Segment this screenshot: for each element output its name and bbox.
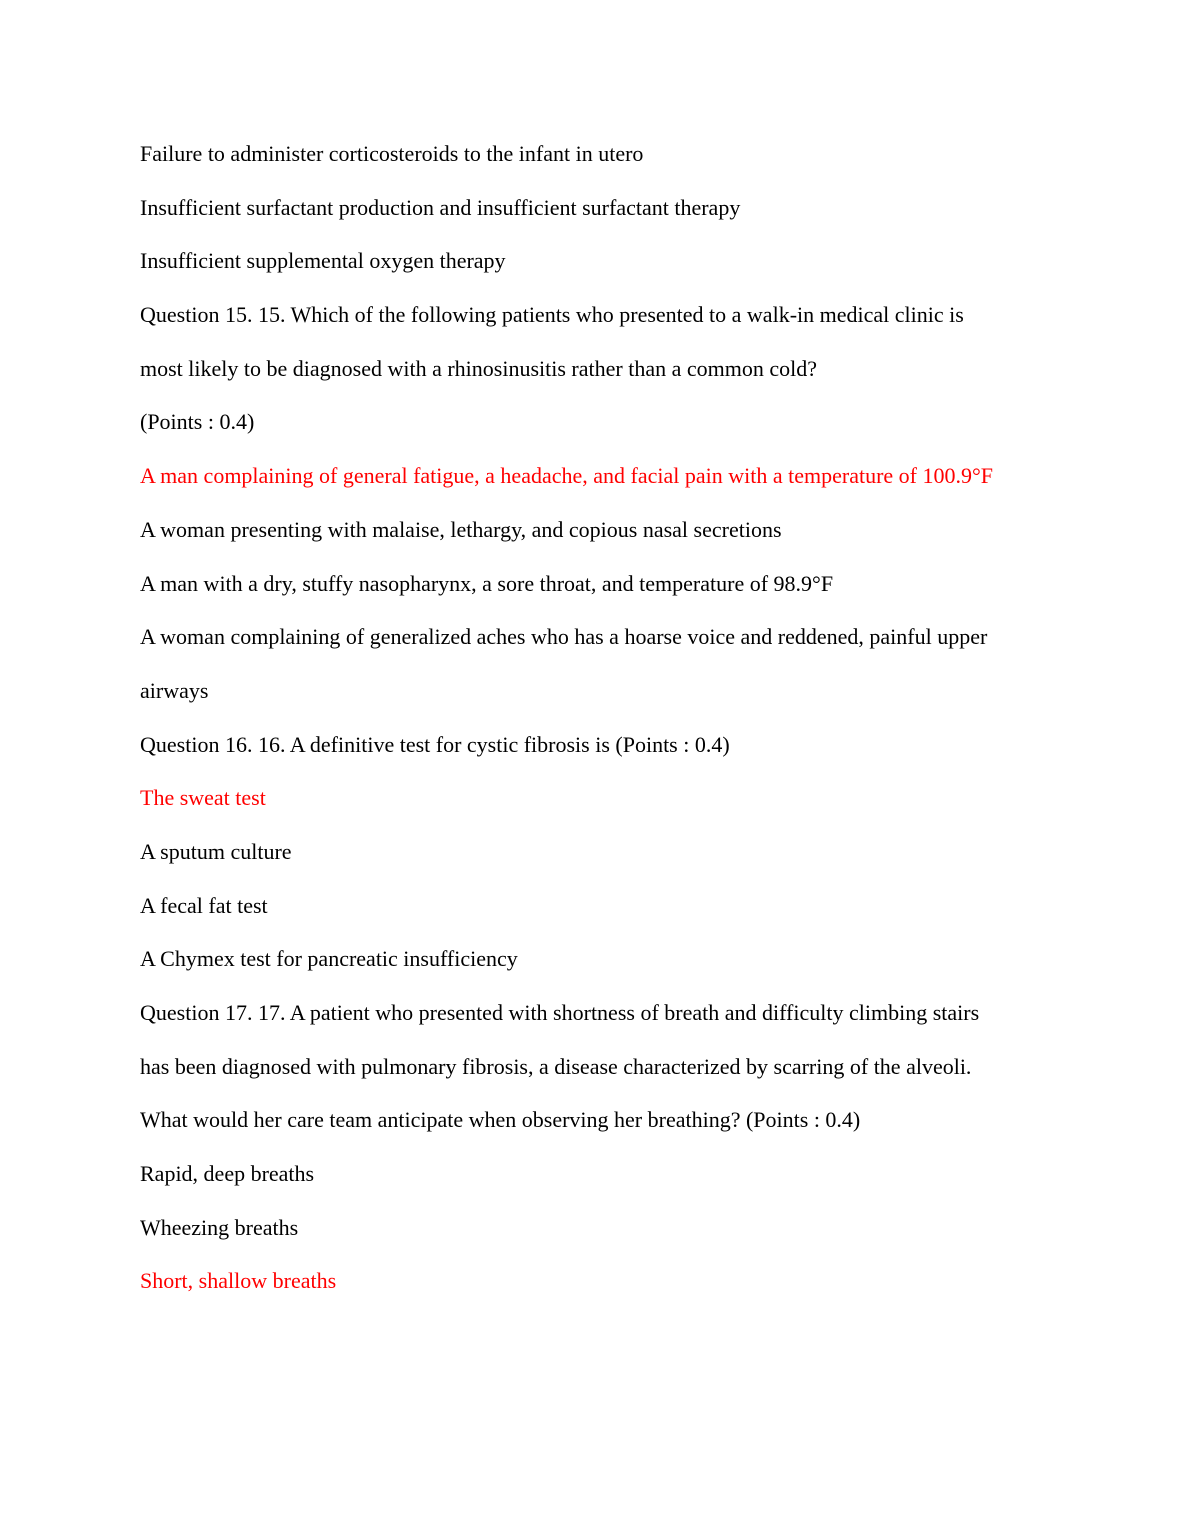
question-17-line: Question 17. 17. A patient who presented with shortness of breath and difficulty climbing stairs xyxy=(140,1000,980,1025)
question-16-line: Question 16. 16. A definitive test for cystic fibrosis is (Points : 0.4) xyxy=(140,731,730,757)
option-line: A woman presenting with malaise, lethargy, and copious nasal secretions xyxy=(140,516,782,542)
option-line: airways xyxy=(140,677,209,703)
option-line: A Chymex test for pancreatic insufficiency xyxy=(140,946,518,972)
option-line: A woman complaining of generalized aches who has a hoarse voice and reddened, painful upper xyxy=(140,624,988,650)
option-line: Insufficient supplemental oxygen therapy xyxy=(140,248,506,274)
option-line: Wheezing breaths xyxy=(140,1214,299,1240)
question-15-points: (Points : 0.4) xyxy=(140,409,255,435)
option-line: A man with a dry, stuffy nasopharynx, a sore throat, and temperature of 98.9°F xyxy=(140,570,834,596)
correct-answer-line: A man complaining of general fatigue, a headache, and facial pain with a temperature of 100.9°F xyxy=(140,463,994,489)
question-17-line: What would her care team anticipate when observing her breathing? (Points : 0.4) xyxy=(140,1107,861,1133)
option-line: Failure to administer corticosteroids to the infant in utero xyxy=(140,141,644,166)
question-15-line: Question 15. 15. Which of the following patients who presented to a walk-in medical clinic is xyxy=(140,302,964,328)
option-line: A sputum culture xyxy=(140,838,292,864)
correct-answer-line: The sweat test xyxy=(140,785,266,811)
question-15-line: most likely to be diagnosed with a rhinosinusitis rather than a common cold? xyxy=(140,355,817,381)
correct-answer-line: Short, shallow breaths xyxy=(140,1268,337,1294)
document-page xyxy=(140,127,1060,1308)
option-line: Rapid, deep breaths xyxy=(140,1161,315,1187)
option-line: A fecal fat test xyxy=(140,892,268,918)
question-17-line: has been diagnosed with pulmonary fibrosis, a disease characterized by scarring of the alveoli. xyxy=(140,1053,972,1079)
option-line: Insufficient surfactant production and insufficient surfactant therapy xyxy=(140,194,741,220)
